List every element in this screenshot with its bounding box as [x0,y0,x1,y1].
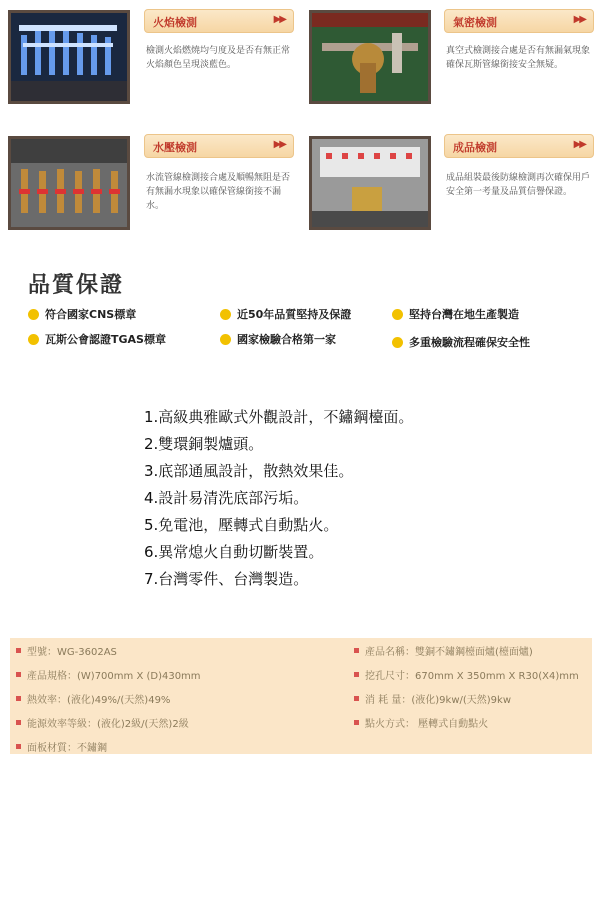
gas-test-desc: 真空式檢測接合處是否有無漏氣現象確保瓦斯管線銜接安全無疑。 [446,46,591,70]
bullet-dot-icon [28,334,39,345]
product-test-photo [309,136,431,230]
bullet-dot-icon [220,309,231,320]
quality-item: 堅持台灣在地生產製造 [392,306,519,322]
arrow-icon: ▶▶ [573,14,585,25]
flame-test-tag [144,9,294,33]
spec-row: 能源效率等級：(液化)2級/(天然)2級 [16,715,189,730]
bullet-square-icon [16,720,21,725]
bullet-square-icon [354,720,359,725]
feature-item: 6.異常熄火自動切斷裝置。 [144,543,324,561]
feature-item: 2.雙環銅製爐頭。 [144,435,264,453]
spec-row: 面板材質：不鏽鋼 [16,739,107,754]
flame-test-title: 火焰檢測 [153,16,197,29]
gas-test-title: 氣密檢測 [453,16,497,29]
bullet-square-icon [354,648,359,653]
feature-item: 3.底部通風設計，散熱效果佳。 [144,462,354,480]
bullet-square-icon [16,648,21,653]
feature-item: 7.台灣零件、台灣製造。 [144,570,309,588]
product-test-title: 成品檢測 [453,141,497,154]
water-test-desc: 水流管線檢測接合處及順暢無阻是否有無漏水現象以確保管線銜接不漏水。 [146,173,291,211]
bullet-dot-icon [28,309,39,320]
arrow-icon: ▶▶ [573,139,585,150]
bullet-dot-icon [392,337,403,348]
quality-item: 多重檢驗流程確保安全性 [392,334,530,350]
feature-item: 1.高級典雅歐式外觀設計，不鏽鋼檯面。 [144,408,414,426]
bullet-dot-icon [392,309,403,320]
spec-row: 熱效率：(液化)49%/(天然)49% [16,691,170,706]
bullet-square-icon [16,672,21,677]
spec-row: 點火方式： 壓轉式自動點火 [354,715,488,730]
bullet-dot-icon [220,334,231,345]
spec-row: 產品名稱：雙銅不鏽鋼檯面爐(檯面爐) [354,643,533,658]
gas-test-tag [444,9,594,33]
bullet-square-icon [16,744,21,749]
quality-item: 瓦斯公會認證TGAS標章 [28,331,166,347]
quality-item: 國家檢驗合格第一家 [220,331,336,347]
quality-title: 品質保證 [28,273,125,298]
spec-row: 型號：WG-3602AS [16,643,117,658]
bullet-square-icon [354,672,359,677]
feature-item: 4.設計易清洗底部污垢。 [144,489,309,507]
bullet-square-icon [16,696,21,701]
spec-row: 消 耗 量：(液化)9kw/(天然)9kw [354,691,511,706]
flame-test-desc: 檢測火焰燃燒均勻度及是否有無正常火焰顏色呈現淡藍色。 [146,46,291,70]
water-test-tag [144,134,294,158]
quality-item: 近50年品質堅持及保證 [220,306,351,322]
bullet-square-icon [354,696,359,701]
water-test-photo [8,136,130,230]
product-test-tag [444,134,594,158]
quality-item: 符合國家CNS標章 [28,306,136,322]
arrow-icon: ▶▶ [273,139,285,150]
arrow-icon: ▶▶ [273,14,285,25]
spec-panel [10,638,592,754]
spec-row: 產品規格：(W)700mm X (D)430mm [16,667,201,682]
feature-item: 5.免電池，壓轉式自動點火。 [144,516,339,534]
product-test-desc: 成品組裝最後防線檢測再次確保用戶安全第一考量及品質信譽保證。 [446,173,591,197]
flame-test-photo [8,10,130,104]
water-test-title: 水壓檢測 [153,141,197,154]
gas-test-photo [309,10,431,104]
spec-row: 挖孔尺寸：670mm X 350mm X R30(X4)mm [354,667,579,682]
